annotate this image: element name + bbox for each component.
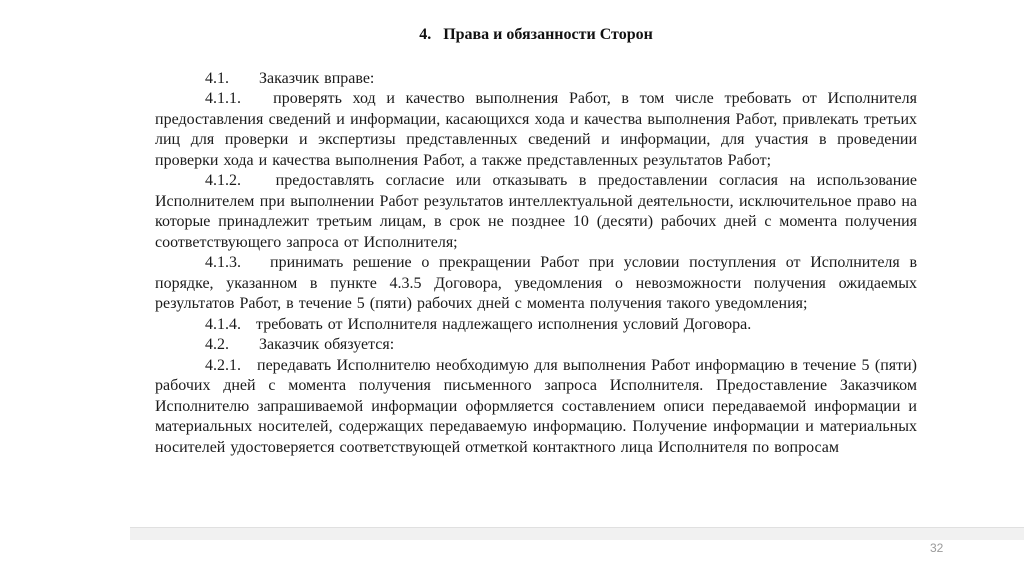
paragraph-4-1-2: 4.1.2. предоставлять согласие или отказывать в предоставлении согласия на использование Исполнителем при выполнении Работ результатов интеллектуальной деятельности, исключительное право на которые принадлежит третьим лицам, в срок не позднее 10 (десяти) рабочих дней с момента получения соответствующего запроса от Исполнителя;: [155, 172, 917, 251]
document-content: [155, 25, 917, 458]
paragraph-4-1: 4.1. Заказчик вправе:: [205, 69, 375, 87]
paragraph-4-1-1: 4.1.1. проверять ход и качество выполнения Работ, в том числе требовать от Исполнителя предоставления сведений и информации, касающихся хода и качества выполнения Работ, привлекать третьих лиц для проверки и экспертизы представленных сведений и информации, для участия в проведении проверки хода и качества выполнения Работ, а также представленных результатов Работ;: [155, 90, 917, 169]
page-number: 32: [930, 541, 944, 555]
footer-divider: [130, 527, 1024, 540]
paragraph-4-1-4: 4.1.4. требовать от Исполнителя надлежащего исполнения условий Договора.: [205, 315, 752, 333]
paragraph-4-2: 4.2. Заказчик обязуется:: [205, 336, 395, 353]
paragraph-4-2-1: 4.2.1. передавать Исполнителю необходимую для выполнения Работ информацию в течение 5 (пяти) рабочих дней с момента получения письменного запроса Исполнителя. Предоставление Заказчиком Исполнителю запрашиваемой информации оформляется составлением описи передаваемой информации и материальных носителей, содержащих передаваемую информацию. Получение информации и материальных носителей удостоверяется соответствующей отметкой контактного лица Исполнителя по вопросам: [155, 356, 917, 456]
paragraph-4-1-3: 4.1.3. принимать решение о прекращении Работ при условии поступления от Исполнителя в порядке, указанном в пункте 4.3.5 Договора, уведомления о невозможности получения ожидаемых результатов Работ, в течение 5 (пяти) рабочих дней с момента получения такого уведомления;: [155, 254, 917, 312]
section-title: 4. Права и обязанности Сторон: [419, 26, 653, 43]
